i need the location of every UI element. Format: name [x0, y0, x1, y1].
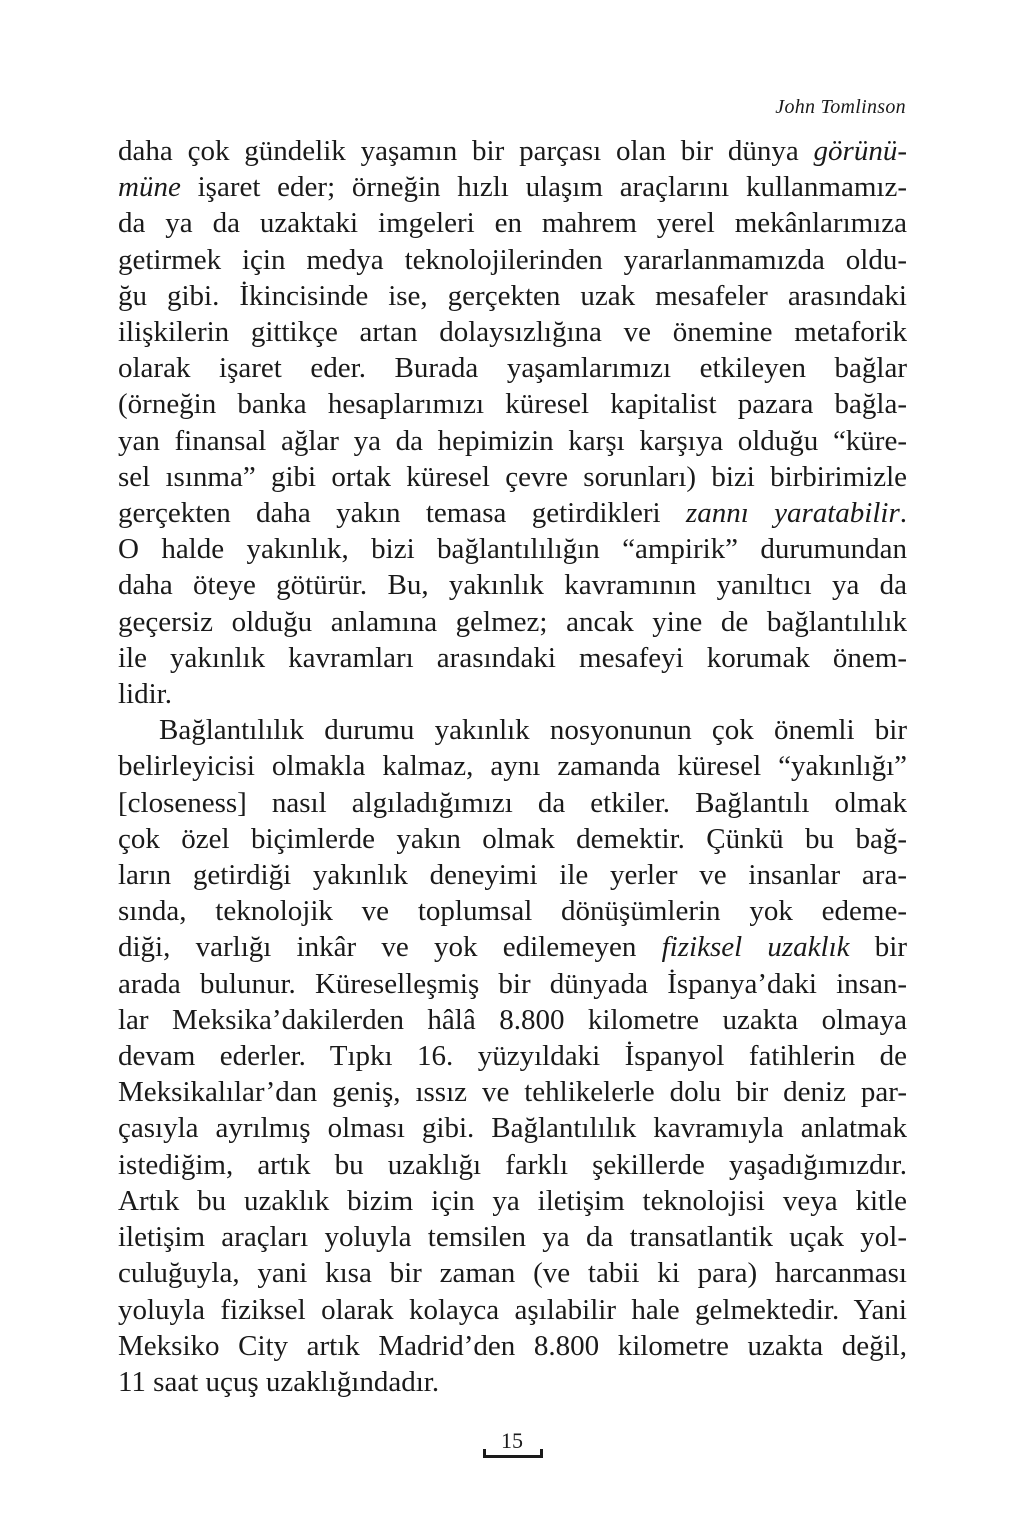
text-span: daha çok gündelik yaşamın bir parçası olan bir dünya — [118, 135, 814, 167]
page-number: 15 — [501, 1428, 523, 1453]
text-line: da ya da uzaktaki imgeleri en mahrem yerel mekânlarımıza — [118, 207, 907, 240]
text-line — [118, 495, 907, 531]
text-line: devam ederler. Tıpkı 16. yüzyıldaki İspanyol fatihlerin de — [118, 1040, 907, 1073]
text-line: çasıyla ayrılmış olması gibi. Bağlantılılık kavramıyla anlatmak — [118, 1112, 907, 1145]
italic-span: müne — [118, 171, 181, 204]
text-span: bir — [849, 931, 907, 964]
text-line: lar Meksika’dakilerden hâlâ 8.800 kilometre uzakta olmaya — [118, 1003, 907, 1036]
text-line: lidir. — [118, 678, 172, 711]
text-span: işaret eder; örneğin hızlı ulaşım araçlarını kullanmamız- — [180, 171, 907, 204]
text-line: Meksikalılar’dan geniş, ıssız ve tehlikelerle dolu bir deniz par- — [118, 1076, 907, 1109]
paragraph-2 — [118, 712, 907, 1400]
text-line — [118, 169, 907, 205]
text-line: çok özel biçimlerde yakın olmak demektir. Çünkü bu bağ- — [118, 822, 907, 855]
text-line: sel ısınma” gibi ortak küresel çevre sorunları) bizi birbirimizle — [118, 460, 907, 493]
text-line: ilişkilerin gittikçe artan dolaysızlığına ve önemine metaforik — [118, 316, 907, 349]
running-head: John Tomlinson — [775, 96, 906, 118]
text-line: [closeness] nasıl algıladığımızı da etkiler. Bağlantılı olmak — [118, 786, 907, 819]
text-line: ğu gibi. İkincisinde ise, gerçekten uzak mesafeler arasındaki — [118, 279, 907, 312]
paragraph-1 — [118, 133, 907, 712]
page-number-rule — [483, 1455, 543, 1458]
italic-span: fiziksel uzaklık — [661, 931, 850, 964]
text-line: sında, teknolojik ve toplumsal dönüşümlerin yok edeme- — [118, 895, 907, 928]
text-line: istediğim, artık bu uzaklığı farklı şekillerde yaşadığımızdır. — [118, 1148, 907, 1181]
text-line: O halde yakınlık, bizi bağlantılılığın “ampirik” durumundan — [118, 533, 907, 566]
text-line: geçersiz olduğu anlamına gelmez; ancak yine de bağlantılılık — [118, 605, 907, 638]
text-span: gerçekten daha yakın temasa getirdikleri — [118, 497, 686, 530]
text-line: yan finansal ağlar ya da hepimizin karşı karşıya olduğu “küre- — [118, 424, 907, 457]
text-line: Meksiko City artık Madrid’den 8.800 kilometre uzakta değil, — [118, 1329, 907, 1362]
text-line: culuğuyla, yani kısa bir zaman (ve tabii ki para) harcanması — [118, 1257, 907, 1290]
text-line: Artık bu uzaklık bizim için ya iletişim teknolojisi veya kitle — [118, 1184, 907, 1217]
text-line: arada bulunur. Küreselleşmiş bir dünyada İspanya’daki insan- — [118, 967, 907, 1000]
italic-span: görünü- — [813, 135, 907, 167]
text-line: getirmek için medya teknolojilerinden yararlanmamızda oldu- — [118, 243, 907, 276]
body-text — [118, 133, 907, 1400]
italic-span: zannı yaratabilir — [685, 497, 900, 530]
text-span: diği, varlığı inkâr ve yok edilemeyen — [118, 931, 662, 964]
text-line: belirleyicisi olmakla kalmaz, aynı zamanda küresel “yakınlığı” — [118, 750, 907, 783]
text-line — [118, 929, 907, 965]
text-line — [118, 133, 907, 169]
text-line: olarak işaret eder. Burada yaşamlarımızı etkileyen bağlar — [118, 352, 907, 385]
text-line: daha öteye götürür. Bu, yakınlık kavramının yanıltıcı ya da — [118, 569, 907, 602]
text-line: ile yakınlık kavramları arasındaki mesafeyi korumak önem- — [118, 641, 907, 674]
text-line: (örneğin banka hesaplarımızı küresel kapitalist pazara bağla- — [118, 388, 907, 421]
text-span: . — [899, 497, 907, 530]
text-line: iletişim araçları yoluyla temsilen ya da transatlantik uçak yol- — [118, 1221, 907, 1254]
text-line: Bağlantılılık durumu yakınlık nosyonunun çok önemli bir — [159, 714, 907, 747]
text-line: 11 saat uçuş uzaklığındadır. — [118, 1365, 440, 1398]
text-line: ların getirdiği yakınlık deneyimi ile yerler ve insanlar ara- — [118, 859, 907, 892]
text-line: yoluyla fiziksel olarak kolayca aşılabilir hale gelmektedir. Yani — [118, 1293, 907, 1326]
